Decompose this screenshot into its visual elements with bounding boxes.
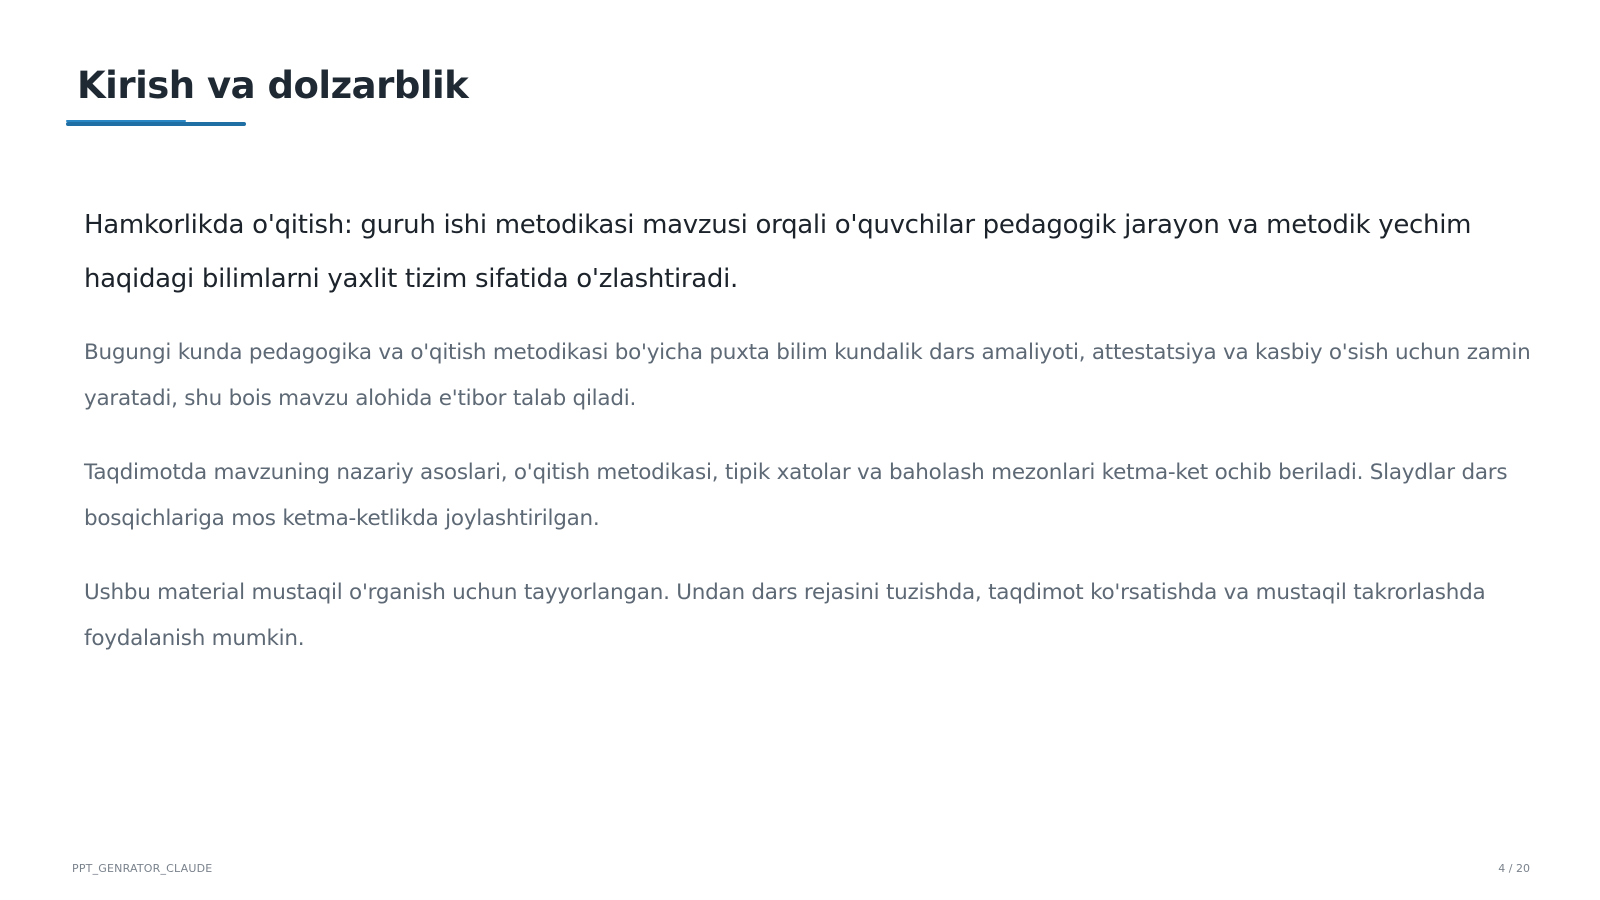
lead-paragraph: Hamkorlikda o'qitish: guruh ishi metodikasi mavzusi orqali o'quvchilar pedagogik jarayon va metodik yechim haqidagi bilimlarni yaxlit tizim sifatida o'zlashtiradi.: [84, 210, 1472, 294]
footer-source-label: PPT_GENRATOR_CLAUDE: [72, 862, 213, 875]
title-underline-highlight: [66, 120, 186, 122]
page-indicator: 4 / 20: [1498, 862, 1530, 875]
body-paragraph-3: Ushbu material mustaqil o'rganish uchun tayyorlangan. Undan dars rejasini tuzishda, taqdimot ko'rsatishda va mustaqil takrorlashda foydalanish mumkin.: [84, 580, 1486, 651]
body-paragraph-1: Bugungi kunda pedagogika va o'qitish metodikasi bo'yicha puxta bilim kundalik dars amaliyoti, attestatsiya va kasbiy o'sish uchun zamin yaratadi, shu bois mavzu alohida e'tibor talab qiladi.: [84, 340, 1531, 411]
title-underline: [66, 122, 246, 126]
body-paragraph-2: Taqdimotda mavzuning nazariy asoslari, o'qitish metodikasi, tipik xatolar va baholash mezonlari ketma-ket ochib beriladi. Slaydlar dars bosqichlariga mos ketma-ketlikda joylashtirilgan.: [84, 460, 1508, 531]
slide-title: Kirish va dolzarblik: [77, 64, 469, 107]
